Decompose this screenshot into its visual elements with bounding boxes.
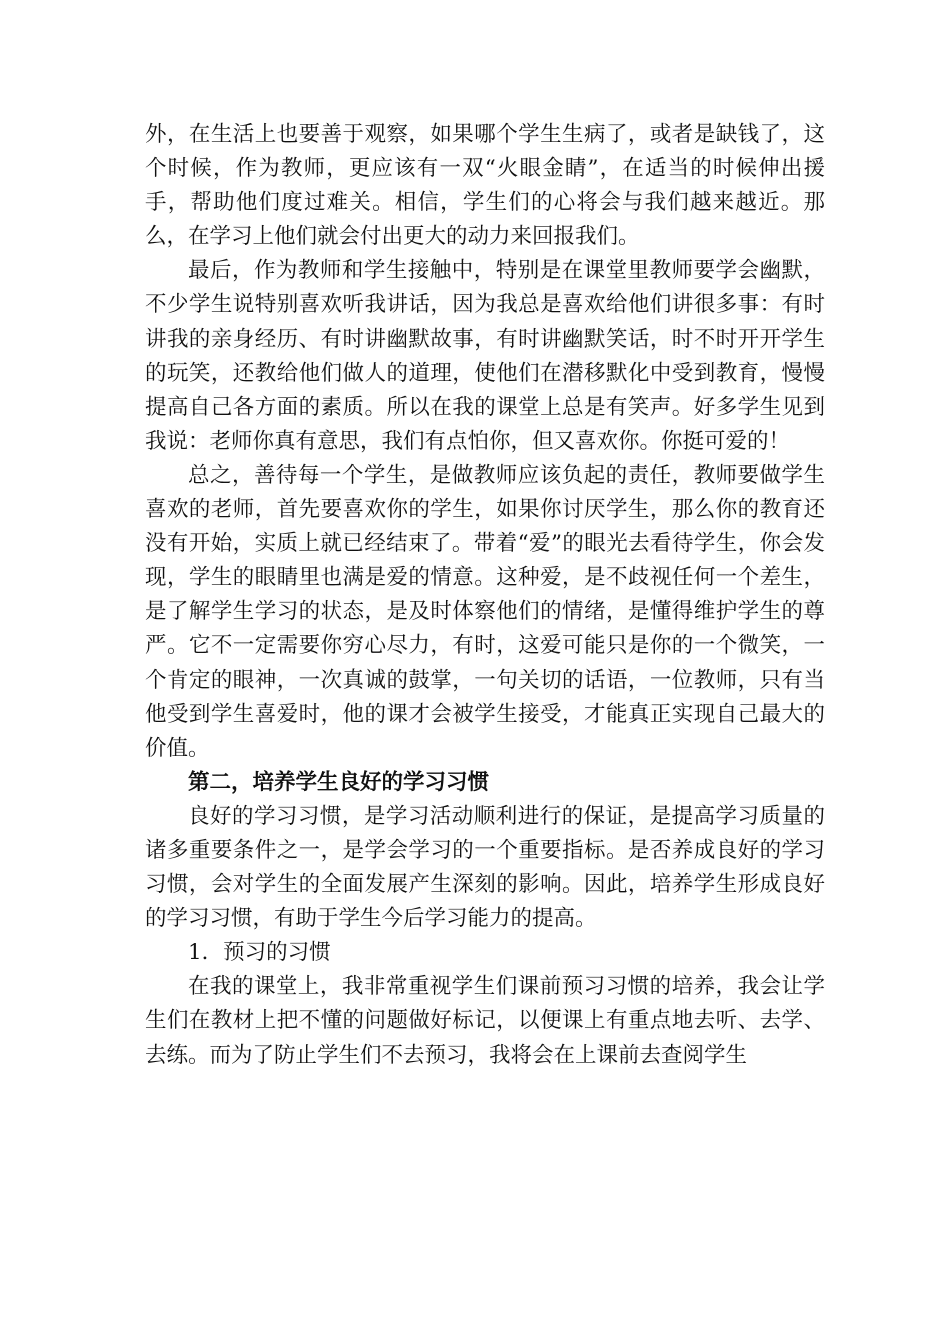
paragraph-summary: 总之，善待每一个学生，是做教师应该负起的责任，教师要做学生喜欢的老师，首先要喜欢你的学生，如果你讨厌学生，那么你的教育还没有开始，实质上就已经结束了。带着“爱”的眼光去看待学生，你会发现，学生的眼睛里也满是爱的情意。这种爱，是不歧视任何一个差生，是了解学生学习的状态，是及时体察他们的情绪，是懂得维护学生的尊严。它不一定需要你穷心尽力，有时，这爱可能只是你的一个微笑，一个肯定的眼神，一次真诚的鼓掌，一句关切的话语，一位教师，只有当他受到学生喜爱时，他的课才会被学生接受，才能真正实现自己最大的价值。 xyxy=(145,462,825,761)
paragraph-preview: 在我的课堂上，我非常重视学生们课前预习习惯的培养，我会让学生们在教材上把不懂的问题做好标记，以便课上有重点地去听、去学、去练。而为了防止学生们不去预习，我将会在上课前去查阅学生 xyxy=(145,974,825,1068)
paragraph-humor: 最后，作为教师和学生接触中，特别是在课堂里教师要学会幽默，不少学生说特别喜欢听我讲话，因为我总是喜欢给他们讲很多事：有时讲我的亲身经历、有时讲幽默故事，有时讲幽默笑话，时不时开开学生的玩笑，还教给他们做人的道理，使他们在潜移默化中受到教育，慢慢提高自己各方面的素质。所以在我的课堂上总是有笑声。好多学生见到我说：老师你真有意思，我们有点怕你，但又喜欢你。你挺可爱的！ xyxy=(145,258,825,454)
subsection-heading: 1．预习的习惯 xyxy=(188,940,331,966)
paragraph-continued: 外，在生活上也要善于观察，如果哪个学生生病了，或者是缺钱了，这个时候，作为教师，更应该有一双“火眼金睛”，在适当的时候伸出援手，帮助他们度过难关。相信，学生们的心将会与我们越来越近。那么，在学习上他们就会付出更大的动力来回报我们。 xyxy=(145,122,825,250)
paragraph-habits: 良好的学习习惯，是学习活动顺利进行的保证，是提高学习质量的诸多重要条件之一，是学会学习的一个重要指标。是否养成良好的学习习惯，会对学生的全面发展产生深刻的影响。因此，培养学生形成良好的学习习惯，有助于学生今后学习能力的提高。 xyxy=(145,803,825,932)
section-heading: 第二，培养学生良好的学习习惯 xyxy=(188,769,490,795)
document-body xyxy=(145,118,825,1073)
